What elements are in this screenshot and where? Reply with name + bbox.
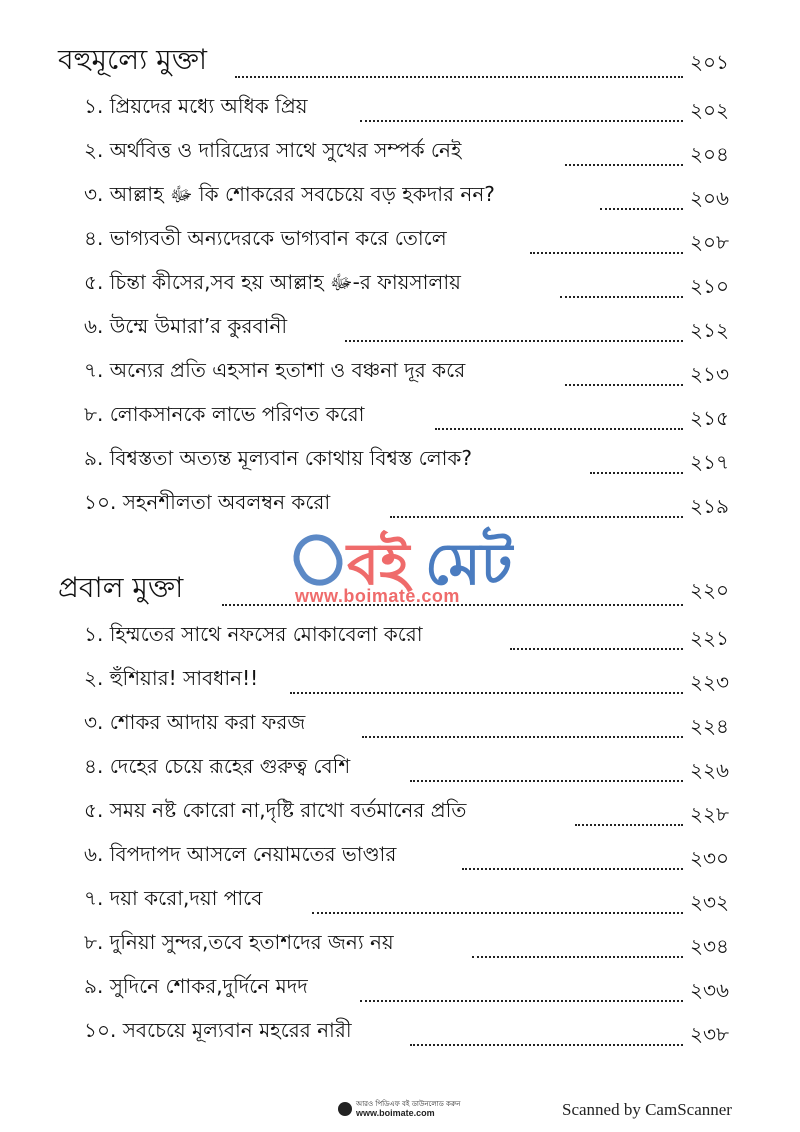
dot-leader <box>600 208 683 210</box>
toc-item-label: ৫. চিন্তা কীসের,সব হয় আল্লাহ ﷻ-র ফায়সালায় <box>84 270 461 294</box>
dot-leader <box>565 164 683 166</box>
badge-caption: আরও পিডিএফ বই ডাউনলোড করুন <box>356 1100 461 1108</box>
dot-leader <box>235 76 683 78</box>
toc-item-label: ২. অর্থবিত্ত ও দারিদ্র্যের সাথে সুখের সম্পর্ক নেই <box>84 138 462 162</box>
toc-item-label: ৬. বিপদাপদ আসলে নেয়ামতের ভাণ্ডার <box>84 842 397 866</box>
toc-item <box>0 838 800 878</box>
page-number: ২০৪ <box>690 142 729 166</box>
boimate-footer-badge <box>338 1100 460 1118</box>
dot-leader <box>345 340 683 342</box>
toc-item-label: ১০. সহনশীলতা অবলম্বন করো <box>84 490 331 514</box>
page-number: ২০২ <box>690 98 730 122</box>
page-number: ২৩০ <box>690 846 730 870</box>
dot-leader <box>530 252 683 254</box>
dot-leader <box>410 1044 683 1046</box>
toc-item <box>0 1014 800 1054</box>
page-number: ২১০ <box>690 274 729 298</box>
toc-item <box>0 970 800 1010</box>
toc-item-label: ৫. সময় নষ্ট কোরো না,দৃষ্টি রাখো বর্তমানের প্রতি <box>84 798 467 822</box>
toc-item-label: ৭. অন্যের প্রতি এহসান হতাশা ও বঞ্চনা দূর করে <box>84 358 466 382</box>
dot-leader <box>565 384 683 386</box>
dot-leader <box>360 1000 683 1002</box>
page-number: ২৩৮ <box>690 1022 729 1046</box>
toc-item <box>0 310 800 350</box>
toc-item-label: ১০. সবচেয়ে মূল্যবান মহরের নারী <box>84 1018 352 1042</box>
toc-item-label: ৪. দেহের চেয়ে রূহের গুরুত্ব বেশি <box>84 754 351 778</box>
boimate-logo-icon <box>338 1102 352 1116</box>
toc-item <box>0 750 800 790</box>
toc-item-label: ১. হিম্মতের সাথে নফসের মোকাবেলা করো <box>84 622 423 646</box>
toc-item-label: ৩. শোকর আদায় করা ফরজ <box>84 710 306 734</box>
dot-leader <box>312 912 683 914</box>
toc-item-label: ৮. দুনিয়া সুন্দর,তবে হতাশদের জন্য নয় <box>84 930 394 954</box>
toc-item <box>0 222 800 262</box>
page-number: ২২৪ <box>690 714 729 738</box>
toc-item <box>0 486 800 526</box>
toc-item-label: ৮. লোকসানকে লাভে পরিণত করো <box>84 402 365 426</box>
dot-leader <box>390 516 683 518</box>
toc-item <box>0 618 800 658</box>
dot-leader <box>362 736 683 738</box>
toc-item-label: ৯. বিশ্বস্ততা অত্যন্ত মূল্যবান কোথায় বিশ্বস্ত লোক? <box>84 446 473 470</box>
toc-item-label: ১. প্রিয়দের মধ্যে অধিক প্রিয় <box>84 94 308 118</box>
dot-leader <box>360 120 683 122</box>
toc-item <box>0 926 800 966</box>
dot-leader <box>410 780 683 782</box>
page-number: ২১৫ <box>690 406 729 430</box>
section-title: বহুমূল্যে মুক্তা <box>58 43 208 76</box>
toc-item-label: ২. হুঁশিয়ার! সাবধান!! <box>84 666 259 690</box>
watermark-url: www.boimate.com <box>295 586 460 606</box>
toc-item <box>0 134 800 174</box>
page-number: ২২৮ <box>690 802 729 826</box>
dot-leader <box>560 296 683 298</box>
section-title: প্রবাল মুক্তা <box>58 571 184 604</box>
page-number: ২০৮ <box>690 230 729 254</box>
toc-item <box>0 178 800 218</box>
toc-item <box>0 90 800 130</box>
dot-leader <box>575 824 683 826</box>
dot-leader <box>590 472 683 474</box>
toc-item-label: ৩. আল্লাহ ﷻ কি শোকরের সবচেয়ে বড় হকদার নন? <box>84 182 495 206</box>
dot-leader <box>290 692 683 694</box>
toc-item <box>0 882 800 922</box>
page-number: ২২৬ <box>690 758 730 782</box>
dot-leader <box>510 648 683 650</box>
toc-item-label: ৯. সুদিনে শোকর,দুর্দিনে মদদ <box>84 974 308 998</box>
page-number: ২২১ <box>690 626 729 650</box>
page-number: ২৩৬ <box>690 978 730 1002</box>
dot-leader <box>462 868 683 870</box>
page-number: ২১২ <box>690 318 729 342</box>
page-number: ২৩২ <box>690 890 730 914</box>
toc-item <box>0 398 800 438</box>
page-number: ২২০ <box>690 578 730 602</box>
watermark-logo-part2: মেট <box>425 530 513 598</box>
toc-item <box>0 662 800 702</box>
page-number: ২২৩ <box>690 670 730 694</box>
badge-url: www.boimate.com <box>356 1108 435 1118</box>
toc-item <box>0 442 800 482</box>
camscanner-label: Scanned by CamScanner <box>562 1100 732 1119</box>
toc-item-label: ৭. দয়া করো,দয়া পাবে <box>84 886 263 910</box>
page-number: ২০৬ <box>690 186 730 210</box>
page-number: ২১৩ <box>690 362 729 386</box>
dot-leader <box>435 428 683 430</box>
page-number: ২৩৪ <box>690 934 729 958</box>
dot-leader <box>472 956 683 958</box>
toc-item <box>0 266 800 306</box>
page-number: ২১৭ <box>690 450 729 474</box>
page-number: ২০১ <box>690 50 729 74</box>
toc-item-label: ৪. ভাগ্যবতী অন্যদেরকে ভাগ্যবান করে তোলে <box>84 226 447 250</box>
page-number: ২১৯ <box>690 494 729 518</box>
section-heading-row <box>0 560 800 604</box>
toc-item <box>0 354 800 394</box>
toc-item-label: ৬. উম্মে উমারা’র কুরবানী <box>84 314 288 338</box>
toc-item <box>0 794 800 834</box>
section-heading-row <box>0 32 800 76</box>
toc-item <box>0 706 800 746</box>
dot-leader <box>222 604 683 606</box>
watermark-logo-part1: বই <box>347 530 410 598</box>
